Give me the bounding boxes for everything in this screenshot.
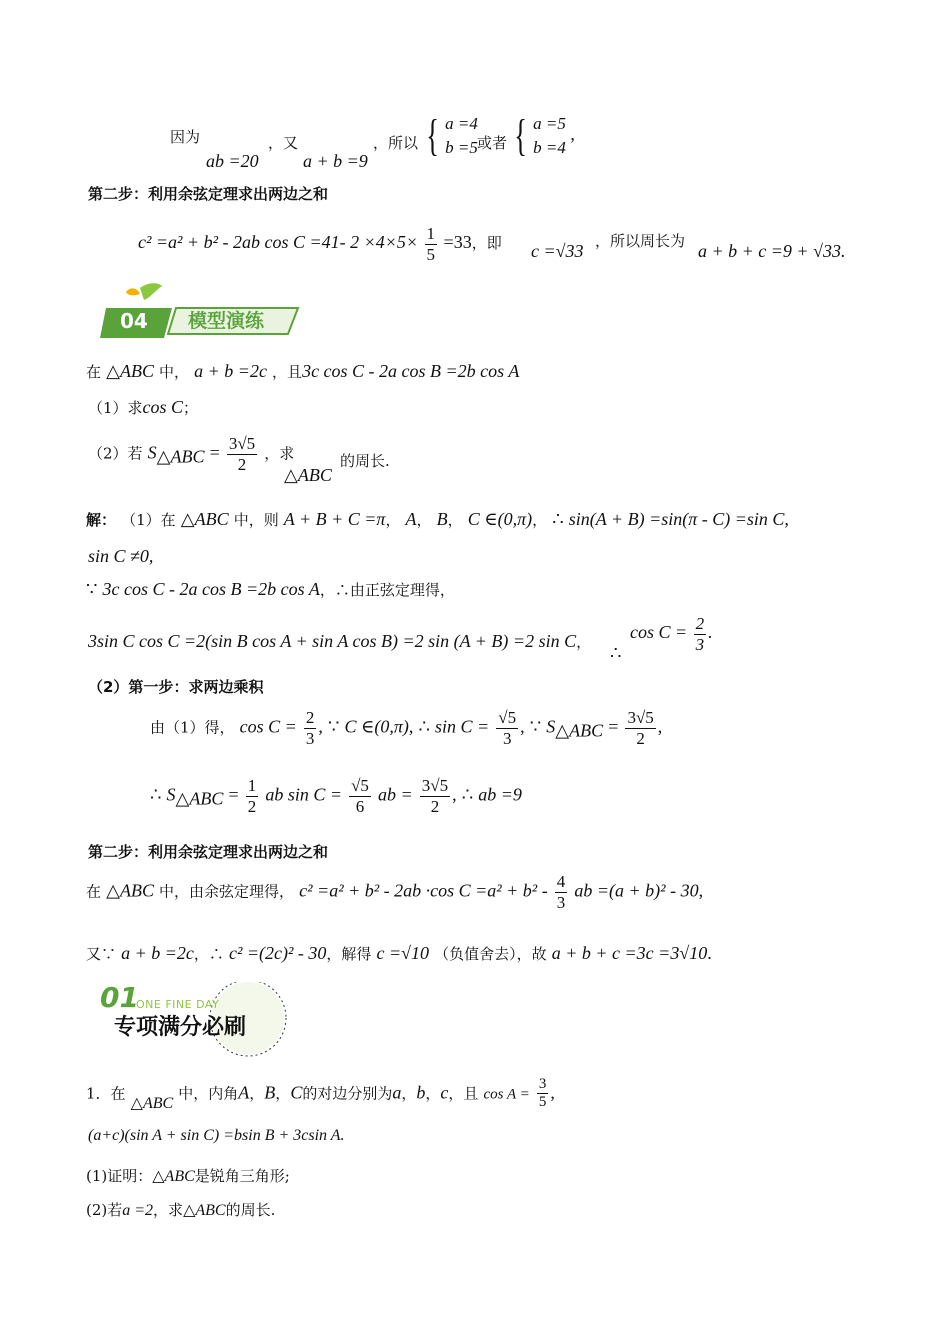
math: sin C ≠0 bbox=[88, 546, 149, 566]
math: B bbox=[436, 509, 448, 529]
math: ab =9 bbox=[478, 784, 522, 805]
subscript: △ABC bbox=[555, 720, 604, 741]
solution-7 bbox=[86, 872, 703, 912]
section-01-subtitle: ONE FINE DAY bbox=[136, 998, 220, 1011]
math: ∴ bbox=[552, 509, 564, 529]
solution-3 bbox=[86, 578, 455, 601]
frac-num: 3√5 bbox=[421, 776, 449, 795]
text: ，且 bbox=[448, 1084, 479, 1103]
text: ， bbox=[425, 1084, 441, 1103]
text bbox=[373, 134, 418, 154]
fraction bbox=[420, 776, 450, 816]
fraction bbox=[537, 1076, 549, 1112]
text: ，∴ bbox=[193, 945, 224, 963]
math: 3c cos C - 2a cos B =2b cos A bbox=[302, 361, 520, 381]
math: c =√10 bbox=[376, 943, 430, 963]
math: sin C = bbox=[435, 716, 490, 737]
punct: . bbox=[708, 622, 713, 643]
math: a bbox=[392, 1082, 402, 1103]
math-ab: ab =20 bbox=[206, 151, 259, 171]
math: a =2 bbox=[122, 1202, 154, 1219]
exercise-1-part-1 bbox=[86, 1166, 290, 1188]
section-01-title: 专项满分必刷 bbox=[114, 1015, 247, 1040]
math: ∵ bbox=[529, 716, 542, 737]
math-triangle: △ABC bbox=[106, 880, 154, 901]
math: S bbox=[546, 716, 556, 737]
brace-system: { a =4 b =5 bbox=[426, 110, 478, 160]
punct: , bbox=[570, 123, 575, 144]
step-title: （2）第一步：求两边乘积 bbox=[88, 678, 264, 696]
text: ， bbox=[576, 633, 592, 651]
math: c² =a² + b² - 2ab ·cos C =a² + b² - bbox=[299, 880, 548, 901]
punct: . bbox=[707, 943, 712, 963]
frac-den: 6 bbox=[355, 796, 365, 816]
text: 中，由余弦定理得， bbox=[159, 882, 295, 901]
frac-num: 3 bbox=[537, 1076, 549, 1094]
text: ，即 bbox=[471, 236, 502, 253]
text: 又∵ bbox=[86, 945, 117, 963]
text-huozhe: 或者 bbox=[477, 134, 508, 152]
punct: . bbox=[340, 1127, 345, 1144]
text: 的周长. bbox=[340, 452, 390, 470]
frac-den: 2 bbox=[237, 454, 247, 474]
text: 中，则 bbox=[233, 511, 279, 529]
text: 在 bbox=[86, 882, 102, 901]
math: cos C = bbox=[239, 716, 297, 737]
text: ， bbox=[385, 511, 401, 529]
punct: , bbox=[148, 546, 154, 566]
solution-label: 解： bbox=[86, 511, 117, 529]
fraction bbox=[496, 708, 518, 748]
text: ， bbox=[249, 1084, 265, 1103]
frac-den: 5 bbox=[538, 1094, 547, 1111]
math: ∴ bbox=[418, 716, 430, 737]
math: = bbox=[209, 442, 220, 463]
text: ； bbox=[183, 399, 199, 417]
system-2 bbox=[510, 112, 575, 160]
punct: , bbox=[657, 716, 663, 737]
punct: , bbox=[784, 509, 789, 529]
math: A bbox=[238, 1082, 250, 1103]
text bbox=[340, 452, 390, 472]
frac-den: 5 bbox=[426, 244, 436, 264]
text: ， bbox=[401, 1084, 417, 1103]
math-perimeter: a + b + c =9 + √33 bbox=[698, 241, 841, 261]
math-triangle: △ABC bbox=[152, 1168, 195, 1185]
math: C ∈(0,π) bbox=[467, 509, 533, 529]
text bbox=[477, 134, 507, 154]
system-1 bbox=[422, 112, 478, 160]
section-04-badge bbox=[100, 282, 300, 340]
frac-den: 2 bbox=[247, 796, 257, 816]
fraction bbox=[304, 708, 317, 748]
text: 因为 bbox=[170, 128, 201, 146]
text: ， bbox=[532, 511, 548, 529]
text-you: ，又 bbox=[268, 134, 299, 152]
problem-line bbox=[86, 360, 519, 383]
text: 1．在 bbox=[86, 1084, 126, 1103]
math: C bbox=[290, 1082, 303, 1103]
punct: , bbox=[318, 716, 323, 737]
math: A + B + C =π bbox=[283, 509, 386, 529]
math: ab = bbox=[378, 784, 413, 805]
text: （负值舍去），故 bbox=[434, 945, 547, 963]
math: ∴ bbox=[150, 784, 162, 805]
frac-num: √5 bbox=[351, 776, 369, 795]
step2-title-2: 第二步：利用余弦定理求出两边之和 bbox=[88, 843, 329, 861]
text: 的对边分别为 bbox=[302, 1084, 393, 1103]
frac-num: 4 bbox=[556, 872, 566, 891]
text: （1）在 bbox=[121, 511, 176, 529]
math: cos C = bbox=[630, 622, 688, 643]
math: ∵ bbox=[86, 579, 98, 599]
punct: , bbox=[520, 716, 525, 737]
text: （2）若 bbox=[88, 444, 143, 463]
math: ∴ bbox=[610, 643, 622, 663]
line-3 bbox=[138, 224, 502, 264]
math bbox=[206, 150, 259, 173]
frac-den: 3 bbox=[502, 728, 512, 748]
fraction bbox=[694, 614, 707, 654]
math: ab =(a + b)² - 30 bbox=[574, 880, 699, 901]
math-triangle: △ABC bbox=[130, 1095, 174, 1113]
solution-6 bbox=[150, 776, 522, 816]
text: ， bbox=[447, 511, 463, 529]
solution-8 bbox=[86, 942, 712, 965]
frac-den: 3 bbox=[695, 634, 705, 654]
step1-title bbox=[88, 677, 263, 698]
leaf-icon bbox=[126, 288, 140, 295]
text: ，求 bbox=[153, 1201, 184, 1219]
math bbox=[531, 240, 584, 263]
text: ， bbox=[416, 511, 432, 529]
leaf-icon bbox=[140, 283, 162, 300]
punct: . bbox=[840, 241, 846, 261]
math: sin(A + B) =sin(π - C) =sin C bbox=[568, 509, 785, 529]
math: c bbox=[440, 1082, 449, 1103]
punct: , bbox=[452, 784, 457, 805]
math bbox=[284, 464, 332, 487]
math-c: c =√33 bbox=[531, 241, 584, 261]
fraction bbox=[625, 708, 655, 748]
fraction bbox=[349, 776, 371, 816]
math: a + b + c =3c =3√10 bbox=[551, 943, 708, 963]
math: ab sin C = bbox=[265, 784, 342, 805]
frac-num: 3√5 bbox=[627, 708, 654, 727]
frac-num: 1 bbox=[426, 224, 436, 243]
exercise-1 bbox=[86, 1076, 555, 1112]
solution-2 bbox=[88, 545, 153, 568]
text: ，解得 bbox=[326, 945, 372, 963]
math: =33 bbox=[443, 232, 472, 253]
frac-den: 2 bbox=[430, 796, 440, 816]
system-row: a =4 bbox=[445, 114, 478, 133]
section-01-badge bbox=[98, 982, 298, 1062]
fraction bbox=[555, 872, 568, 912]
subscript: △ABC bbox=[156, 446, 205, 467]
math: a + b =2c bbox=[194, 361, 267, 381]
step2-title-1: 第二步：利用余弦定理求出两边之和 bbox=[88, 185, 329, 203]
subscript: △ABC bbox=[175, 788, 224, 809]
punct: , bbox=[408, 716, 414, 737]
solution-1 bbox=[86, 508, 789, 531]
text: 的周长. bbox=[225, 1201, 276, 1219]
frac-num: 3√5 bbox=[228, 434, 256, 453]
solution-5 bbox=[150, 708, 662, 748]
math bbox=[698, 240, 845, 263]
text: ， bbox=[275, 1084, 291, 1103]
math: b bbox=[416, 1082, 426, 1103]
text: 中， bbox=[159, 363, 190, 381]
frac-num: √5 bbox=[498, 708, 517, 727]
system-row: a =5 bbox=[533, 114, 566, 133]
math-cosine-law: c² =a² + b² - 2ab cos C =41- 2 ×4×5× bbox=[138, 232, 419, 253]
fraction bbox=[425, 224, 438, 264]
frac-den: 3 bbox=[305, 728, 315, 748]
text: ，且 bbox=[272, 363, 303, 381]
math bbox=[303, 150, 368, 173]
math bbox=[610, 642, 621, 665]
fraction bbox=[227, 434, 257, 474]
math-triangle: △ABC bbox=[183, 1202, 226, 1219]
solution-4-result bbox=[630, 614, 713, 654]
math: C ∈(0,π) bbox=[344, 716, 409, 737]
question-2 bbox=[88, 434, 294, 474]
text: (1)证明： bbox=[86, 1167, 153, 1185]
system-row: b =4 bbox=[533, 137, 566, 157]
frac-num: 1 bbox=[247, 776, 257, 795]
text: 在 bbox=[86, 363, 102, 381]
text: ，求 bbox=[264, 444, 295, 463]
math: a + b =2c bbox=[121, 943, 194, 963]
math-a-plus-b: a + b =9 bbox=[303, 151, 368, 171]
fraction bbox=[246, 776, 259, 816]
frac-num: 2 bbox=[305, 708, 315, 727]
math: 3c cos C - 2a cos B =2b cos A bbox=[102, 579, 320, 599]
question-1 bbox=[88, 396, 198, 419]
text: （1）求 bbox=[88, 399, 143, 417]
frac-den: 3 bbox=[556, 892, 566, 912]
text: (2)若 bbox=[86, 1201, 123, 1219]
section-01-number: 01 bbox=[100, 981, 139, 1014]
text bbox=[595, 232, 685, 252]
math: (a+c)(sin A + sin C) =bsin B + 3csin A bbox=[88, 1127, 341, 1144]
text: 由（1）得， bbox=[150, 718, 235, 737]
math: 3sin C cos C =2(sin B cos A + sin A cos B) =2 sin (A + B) =2 sin C bbox=[88, 631, 577, 651]
math: c² =(2c)² - 30 bbox=[229, 943, 327, 963]
exercise-1-part-2 bbox=[86, 1200, 275, 1222]
solution-4 bbox=[88, 630, 591, 653]
punct: , bbox=[698, 880, 704, 901]
frac-num: 2 bbox=[695, 614, 705, 633]
text: ，∴由正弦定理得， bbox=[319, 581, 455, 599]
math: S bbox=[166, 784, 176, 805]
math-triangle: △ABC bbox=[284, 465, 332, 485]
math: cos C bbox=[142, 397, 184, 417]
math: = bbox=[608, 716, 619, 737]
frac-den: 2 bbox=[636, 728, 645, 748]
punct: , bbox=[550, 1082, 555, 1103]
math-triangle: △ABC bbox=[106, 361, 154, 381]
math: cos A = bbox=[483, 1086, 530, 1103]
brace-system: { a =5 b =4 bbox=[514, 110, 566, 160]
text: 是锐角三角形; bbox=[194, 1167, 290, 1185]
text-zhouchang: ，所以周长为 bbox=[595, 232, 686, 250]
section-04-title: 模型演练 bbox=[188, 310, 265, 332]
text-suoyi: ，所以 bbox=[373, 134, 419, 152]
math: ∴ bbox=[461, 784, 474, 805]
math: ∵ bbox=[327, 716, 340, 737]
exercise-1-condition bbox=[88, 1126, 345, 1147]
text bbox=[268, 134, 298, 154]
math: A bbox=[405, 509, 417, 529]
math: B bbox=[264, 1082, 276, 1103]
math-triangle: △ABC bbox=[180, 509, 229, 529]
section-04-number: 04 bbox=[120, 309, 148, 333]
system-row: b =5 bbox=[445, 137, 478, 157]
math: S bbox=[147, 442, 157, 463]
text: 中，内角 bbox=[178, 1084, 239, 1103]
line-1 bbox=[170, 128, 200, 148]
math: = bbox=[228, 784, 239, 805]
